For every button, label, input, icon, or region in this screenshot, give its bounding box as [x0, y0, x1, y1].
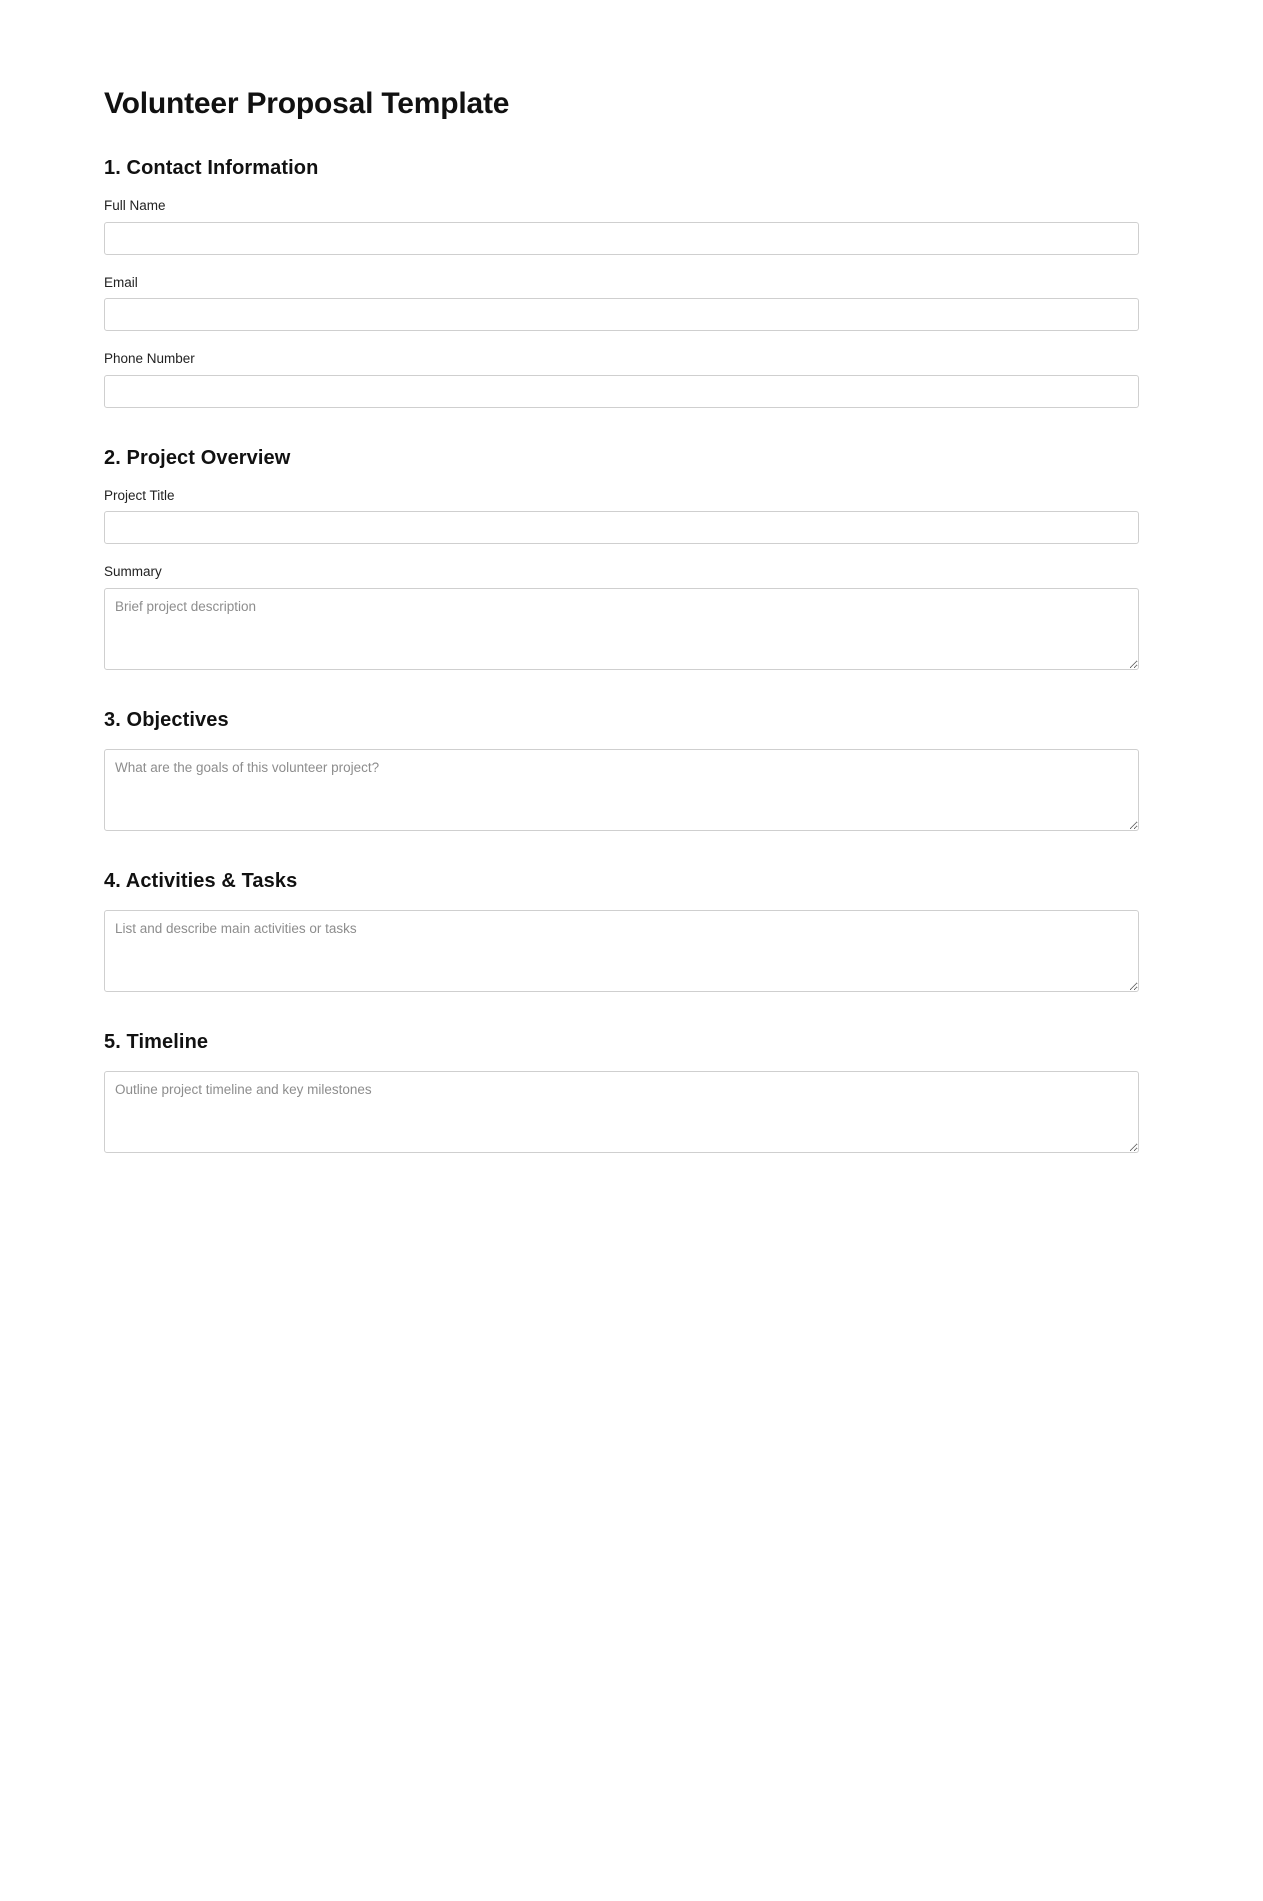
summary-textarea[interactable] [104, 588, 1139, 670]
section-heading: 4. Activities & Tasks [104, 869, 298, 892]
section-project-overview [104, 446, 1159, 670]
field-label-project-title: Project Title [104, 487, 175, 503]
field-label-full-name: Full Name [104, 198, 166, 213]
field-phone-number [104, 350, 1159, 408]
field-full-name [104, 197, 1159, 255]
field-project-title [104, 487, 1159, 545]
section-heading: 5. Timeline [104, 1030, 209, 1053]
section-activities-tasks [104, 869, 1159, 992]
section-timeline [104, 1030, 1159, 1153]
full-name-input[interactable] [104, 222, 1139, 255]
phone-number-input[interactable] [104, 375, 1139, 408]
field-label-summary: Summary [104, 564, 162, 580]
field-label-phone-number: Phone Number [104, 351, 195, 367]
objectives-textarea[interactable] [104, 749, 1139, 831]
activities-tasks-textarea[interactable] [104, 910, 1139, 992]
timeline-textarea[interactable] [104, 1071, 1139, 1153]
page-title: Volunteer Proposal Template [104, 87, 510, 120]
field-email [104, 274, 1159, 332]
field-activities-tasks [104, 910, 1159, 992]
field-objectives [104, 749, 1159, 831]
project-title-input[interactable] [104, 511, 1139, 544]
section-objectives [104, 708, 1159, 831]
email-input[interactable] [104, 298, 1139, 331]
section-heading: 3. Objectives [104, 708, 229, 731]
section-contact-information [104, 156, 1159, 408]
field-summary [104, 563, 1159, 670]
section-heading: 2. Project Overview [104, 446, 291, 469]
field-label-email: Email [104, 274, 138, 290]
section-heading: 1. Contact Information [104, 157, 319, 179]
field-timeline [104, 1071, 1159, 1153]
